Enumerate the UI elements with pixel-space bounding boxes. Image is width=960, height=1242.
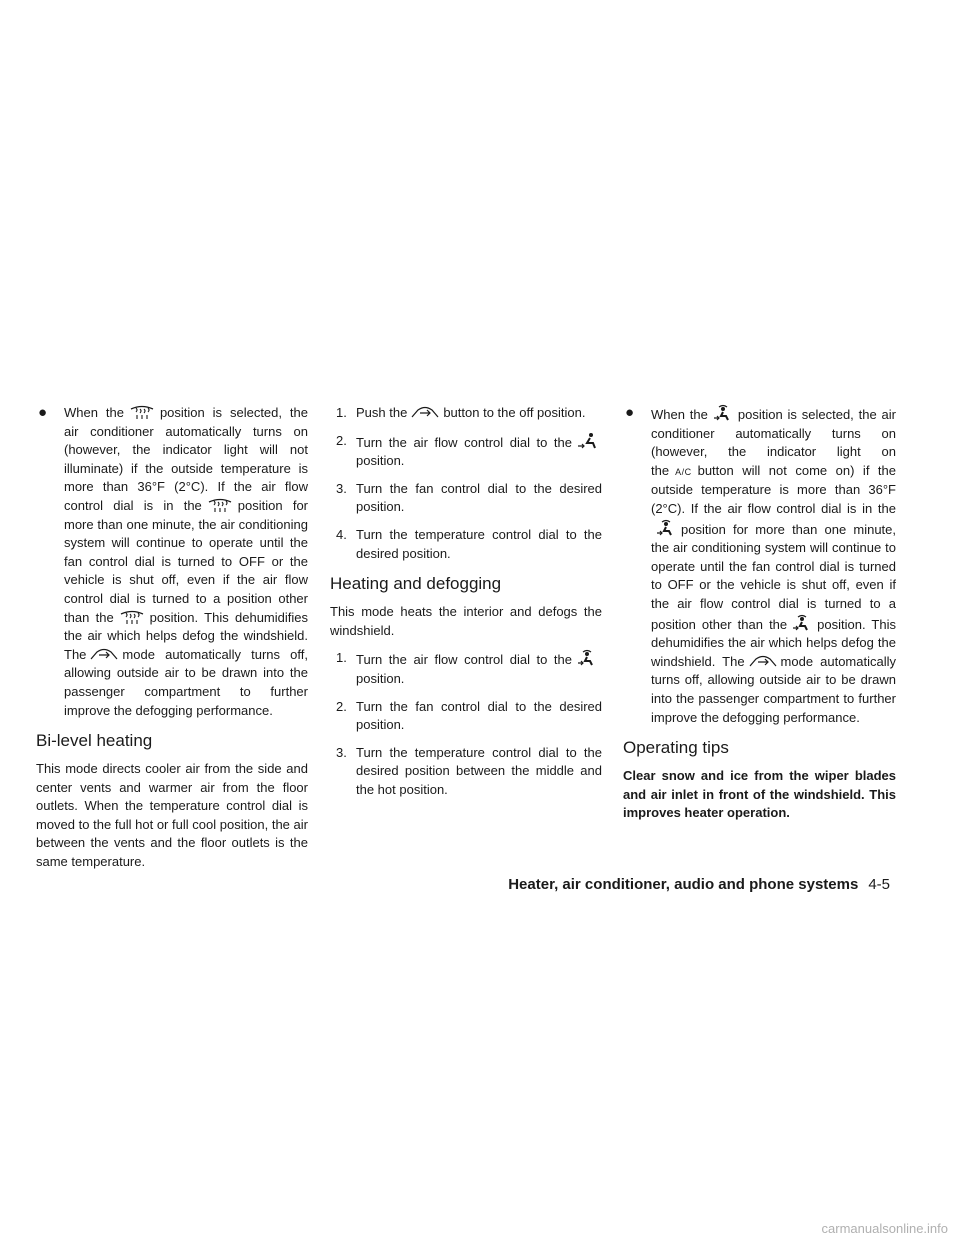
floor-defrost-icon (790, 614, 814, 632)
step-number: 1. (336, 650, 347, 666)
text-segment: mode automatically turns off, allowing outside air to be drawn into the passenger compartment to further improve the defogging performance. (64, 646, 308, 718)
page-number: 4-5 (868, 876, 890, 893)
floor-defrost-icon (711, 404, 735, 422)
text-segment: button to the off position. (443, 405, 586, 420)
outside-air-icon (89, 646, 119, 662)
step-number: 3. (336, 480, 347, 496)
list-item (330, 744, 602, 800)
bullet-text (64, 404, 308, 720)
text-segment: position for more than one minute, the air conditioning system will continue to operate until the fan control dial is turned to OFF or the vehicle is shut off, even if the air flow control dial is turned to a position other than the (651, 521, 896, 632)
step-text (356, 432, 602, 471)
bullet-dot: ● (625, 404, 635, 421)
paragraph-bilevel: This mode directs cooler air from the side and center vents and warmer air from the floor outlets. When the temperature control dial is moved to the full hot or full cool position, the air between the vents and the floor outlets is the same temperature. (36, 761, 308, 870)
step-number: 4. (336, 526, 347, 542)
bullet-defrost-mode (36, 404, 308, 720)
list-item (330, 526, 602, 563)
heading-heating-defogging: Heating and defogging (330, 574, 502, 594)
text-segment: position. This dehumidifies the air which helps defog the windshield. The (651, 616, 896, 669)
bullet-text (651, 404, 896, 727)
heading-bilevel-heating: Bi-level heating (36, 731, 153, 751)
step-number: 1. (336, 405, 347, 420)
list-item (330, 432, 602, 471)
text-segment: When the (64, 405, 124, 420)
text-segment: position. (356, 670, 405, 686)
steps-list (330, 404, 602, 563)
outside-air-icon (748, 653, 778, 669)
list-item (330, 404, 602, 423)
step-text: Turn the fan control dial to the desired position. (356, 698, 602, 733)
text-segment: mode automatically turns off, allowing outside air to be drawn into the passenger compartment to further improve the defogging performance. (651, 653, 896, 725)
step-text: Turn the temperature control dial to the desired position. (356, 526, 602, 561)
outside-air-icon (410, 404, 440, 420)
step-text: Turn the temperature control dial to the desired position between the middle and the hot position. (356, 744, 602, 797)
text-segment: position. (356, 453, 405, 469)
text-segment: button will not come on) if the outside temperature is more than 36°F (2°C). If the air flow control dial is in the (651, 462, 896, 516)
heading-operating-tips: Operating tips (623, 738, 729, 758)
list-item (330, 698, 602, 735)
step-number: 2. (336, 432, 347, 448)
text-segment: Turn the air flow control dial to the (356, 434, 572, 450)
text-segment: position. This dehumidifies the air which helps defog the windshield. The (64, 609, 308, 662)
ac-button-label: A/C (675, 466, 692, 477)
defrost-icon (117, 609, 147, 625)
step-text (356, 404, 602, 423)
text-segment: position is selected, the air conditioner automatically turns on (however, the indicator light on the (651, 407, 896, 478)
defrost-icon (127, 404, 157, 420)
step-text (356, 649, 602, 688)
floor-defrost-icon (654, 519, 678, 537)
column-middle (330, 404, 602, 809)
column-left (36, 404, 308, 872)
steps-list (330, 649, 602, 799)
bullet-floor-defrost-mode (623, 404, 896, 727)
text-segment: position is selected, the air conditioner automatically turns on (however, the indicator light will not illuminate) if the outside temperature is more than 36°F (2°C). If the air flow control dial is in the (64, 405, 308, 513)
step-text: Turn the fan control dial to the desired position. (356, 480, 602, 515)
page-footer (508, 876, 890, 893)
text-segment: Turn the air flow control dial to the (356, 652, 572, 668)
bullet-dot: ● (38, 404, 48, 421)
text-segment: Push the (356, 405, 408, 420)
step-number: 3. (336, 744, 347, 760)
paragraph-heating: This mode heats the interior and defogs the windshield. (330, 604, 602, 638)
text-segment: position for more than one minute, the air conditioning system will continue to operate until the fan control dial is turned to OFF or the vehicle is shut off, even if the air flow control dial is turned to a position other than the (64, 497, 308, 625)
column-right (623, 404, 896, 823)
text-segment: When the (651, 407, 708, 422)
list-item (330, 649, 602, 688)
floor-defrost-icon (575, 649, 599, 667)
step-number: 2. (336, 698, 347, 714)
floor-icon (575, 432, 599, 450)
paragraph-operating-tips: Clear snow and ice from the wiper blades and air inlet in front of the windshield. This improves heater operation. (623, 768, 896, 821)
watermark: carmanualsonline.info (821, 1221, 948, 1236)
defrost-icon (205, 497, 235, 513)
list-item (330, 480, 602, 517)
section-title: Heater, air conditioner, audio and phone systems (508, 876, 859, 893)
